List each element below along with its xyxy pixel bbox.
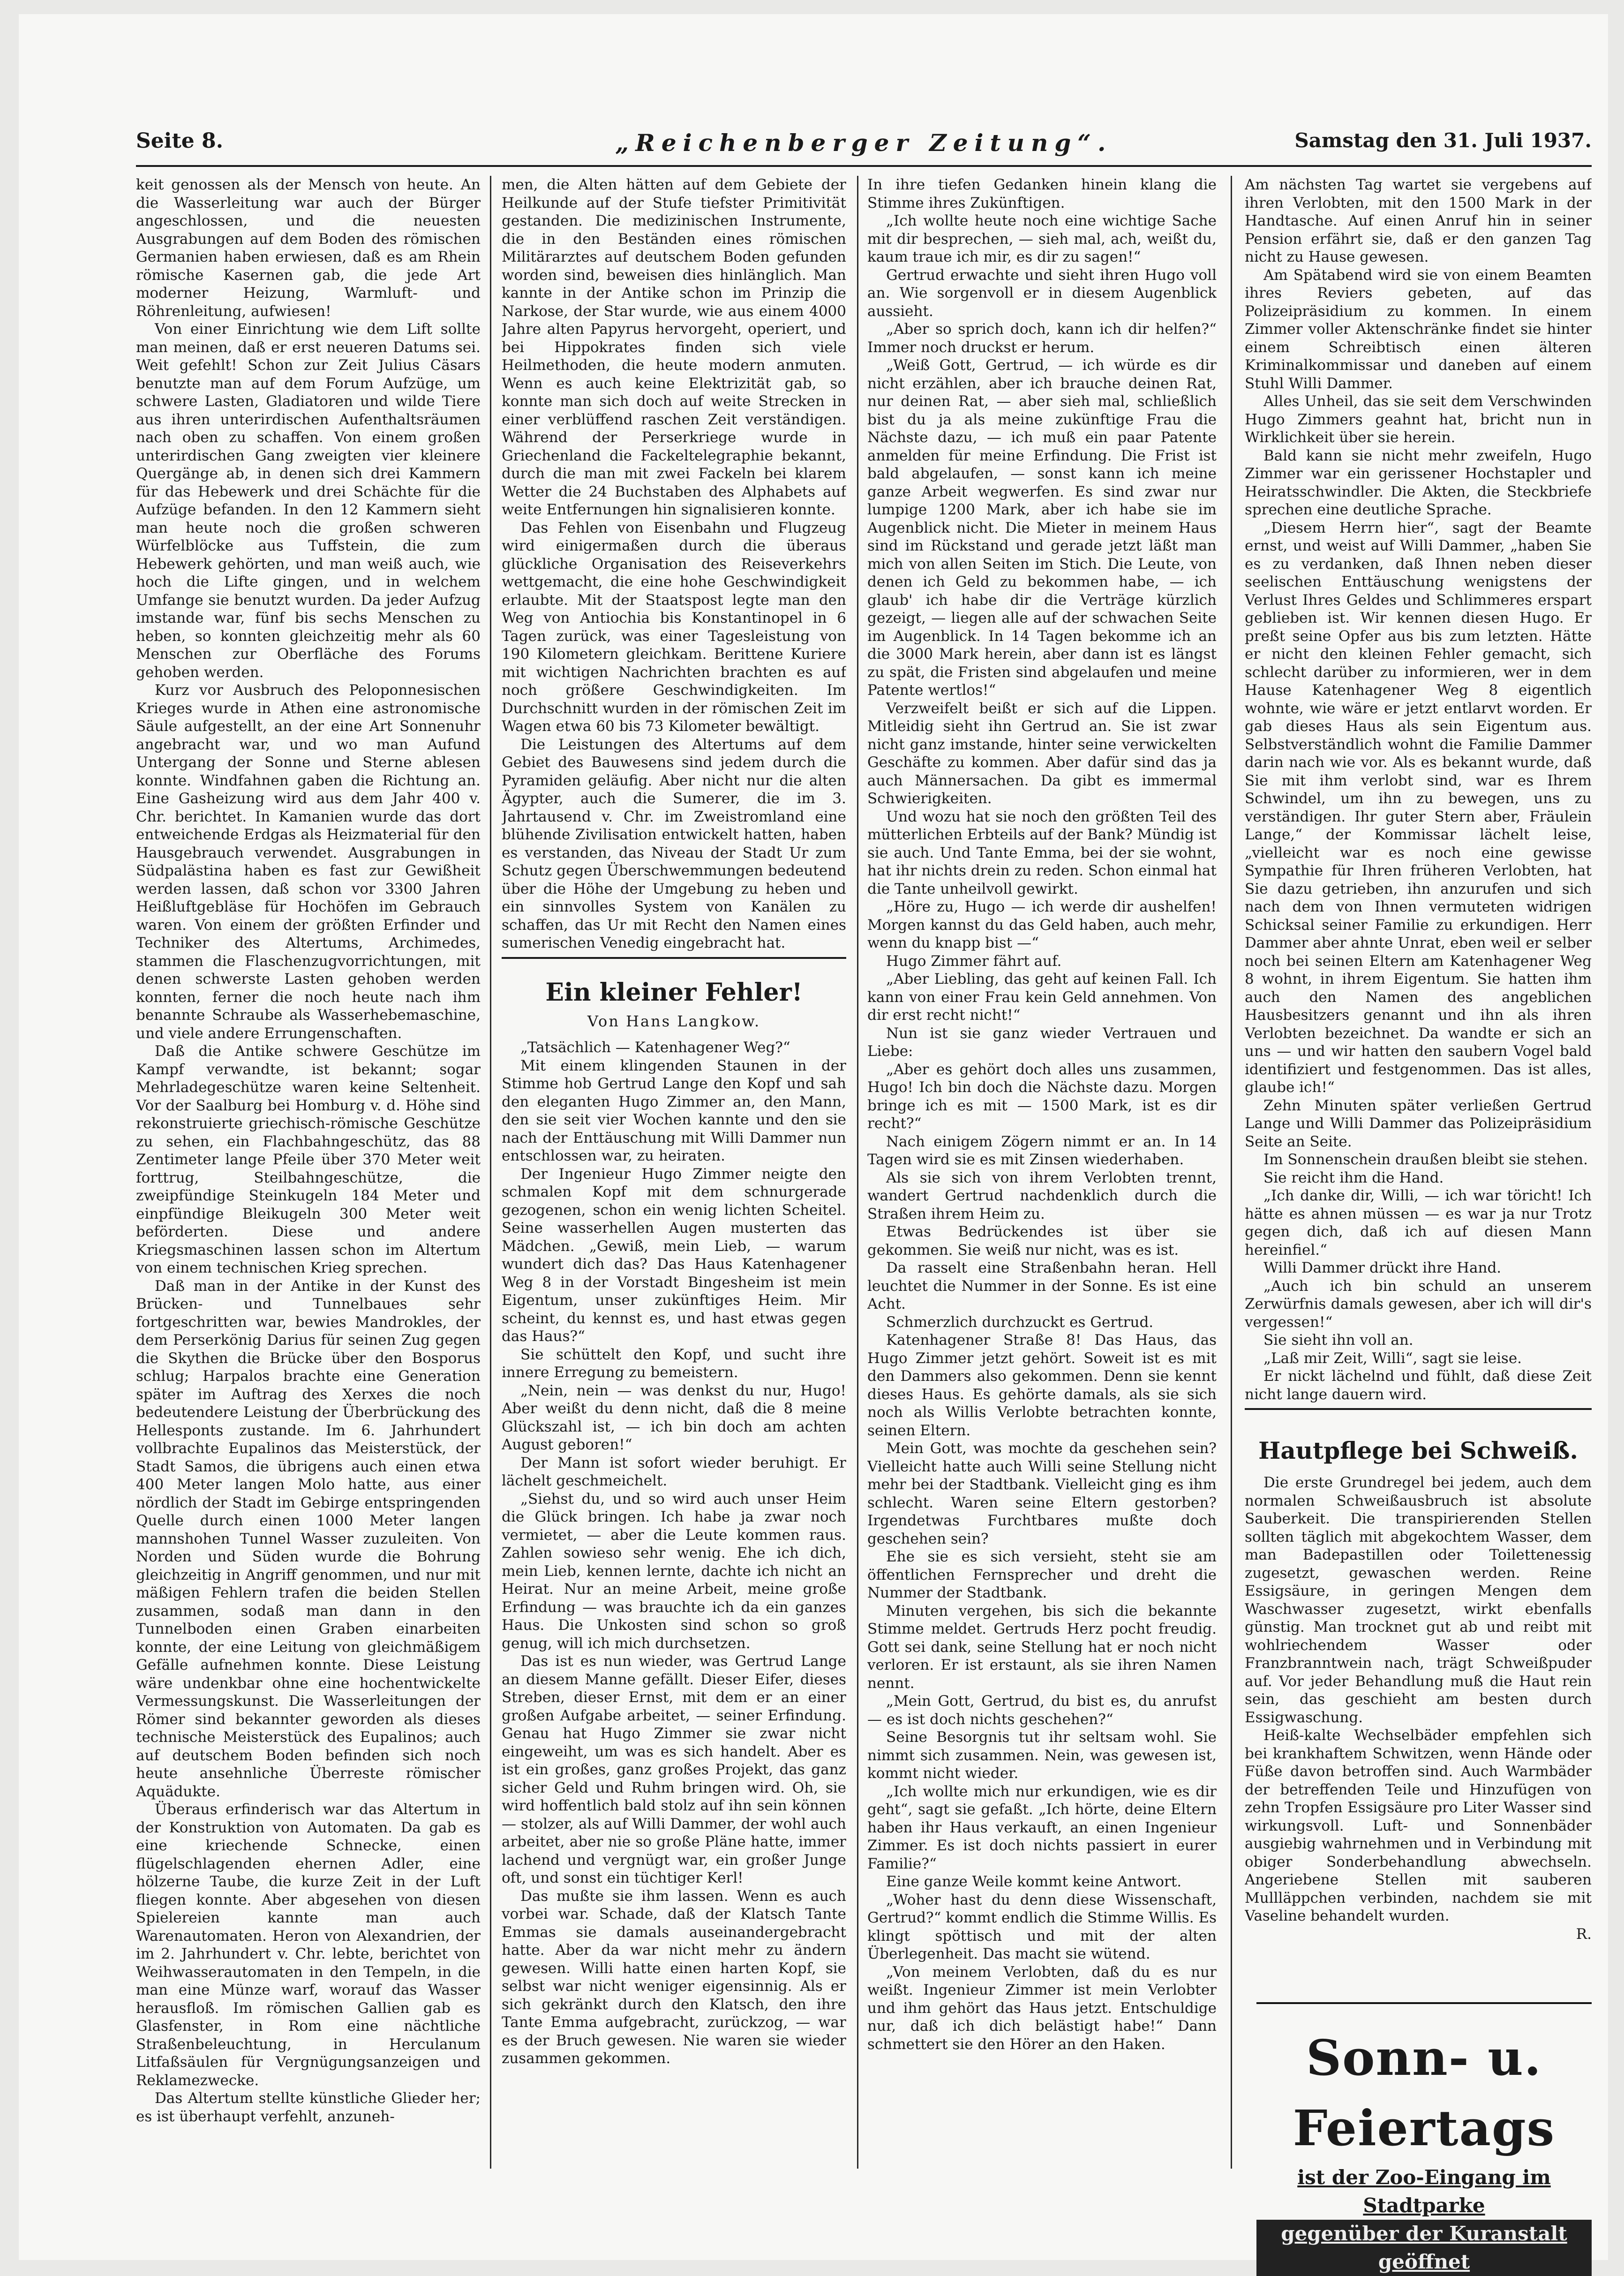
paragraph: Am nächsten Tag wartet sie vergebens auf ihren Verlobten, mit den 1500 Mark in der Handtasche. Auf einen Anruf hin in seiner Pension erfährt sie, daß er den ganzen Tag nicht zu Hause gewesen. (1245, 176, 1592, 265)
paragraph: Die Leistungen des Altertums auf dem Gebiet des Bauwesens sind jedem durch die Pyramiden geläufig. Aber nicht nur die alten Ägypter, auch die Sumerer, die im 3. Jahrtausend v. Chr. im Zweistromland eine blühende Zivilisation entwickelt hatten, haben es verstanden, das Niveau der Stadt Ur zum Schutz gegen Überschwemmungen bedeutend über die Höhe der Umgebung zu heben und ein sinnvolles System von Kanälen zu schaffen, das Ur mit Recht den Namen eines sumerischen Venedig eingebracht hat. (502, 736, 846, 951)
paragraph: „Laß mir Zeit, Willi“, sagt sie leise. (1263, 1349, 1522, 1367)
column-rule (857, 176, 858, 2169)
paragraph: Mein Gott, was mochte da geschehen sein? Vielleicht hatte auch Willi seine Stellung nicht mehr bei der Stadtbank. Vielleicht ging es ihm schlecht. Waren seine Eltern gestorben? Irgendetwas Furchtbares mußte doch geschehen sein? (867, 1440, 1217, 1547)
paragraph: Heiß-kalte Wechselbäder empfehlen sich bei krankhaftem Schwitzen, wenn Hände oder Füße davon betroffen sind. Auch Warmbäder der betreffenden Teile und Hinzufügen von zehn Tropfen Essigsäure pro Liter Wasser sind wirkungsvoll. Luft- und Sonnenbäder ausgiebig wahrnehmen und in Verbindung mit obiger Sonderbehandlung abwechseln. Angeriebene Stellen mit sauberen Mullläppchen verbinden, nachdem sie mit Vaseline behandelt wurden. (1245, 1727, 1592, 1924)
paragraph: Das Fehlen von Eisenbahn und Flugzeug wird einigermaßen durch die überaus glückliche Organisation des Reiseverkehrs wettgemacht, die eine hohe Geschwindigkeit erlaubte. Mit der Staatspost legte man den Weg von Antiochia bis Konstantinopel in 6 Tagen zurück, was einer Tagesleistung von 190 Kilometern gleichkam. Berittene Kuriere mit wichtigen Nachrichten brachten es auf noch größere Geschwindigkeiten. Im Durchschnitt wurden in der römischen Zeit im Wagen etwa 60 bis 73 Kilometer bewältigt. (502, 519, 846, 735)
paragraph: Daß die Antike schwere Geschütze im Kampf verwandte, ist bekannt; sogar Mehrladegeschütze waren keine Seltenheit. Vor der Saalburg bei Homburg v. d. Höhe sind rekonstruierte griechisch-römische Geschütze zu sehen, ein Flachbahngeschütz, das 88 Zentimeter lange Pfeile über 370 Meter weit forttrug, Steilbahngeschütze, die zweipfündige Steinkugeln 184 Meter und einpfündige Bleikugeln 300 Meter weit beförderten. Diese und andere Kriegsmaschinen lassen schon im Altertum von einem technischen Krieg sprechen. (136, 1043, 481, 1276)
paragraph: Etwas Bedrückendes ist über sie gekommen. Sie weiß nur nicht, was es ist. (867, 1223, 1217, 1259)
paragraph: Als sie sich von ihrem Verlobten trennt, wandert Gertrud nachdenklich durch die Straßen ihrem Heim zu. (867, 1169, 1217, 1222)
paragraph: „Woher hast du denn diese Wissenschaft, Gertrud?“ kommt endlich die Stimme Willis. Es klingt spöttisch und mit der alten Überlegenheit. Das macht sie wütend. (867, 1891, 1217, 1962)
paragraph: Und wozu hat sie noch den größten Teil des mütterlichen Erbteils auf der Bank? Mündig ist sie auch. Und Tante Emma, bei der sie wohnt, hat ihr nichts drein zu reden. Schon einmal hat die Tante unheilvoll gewirkt. (867, 808, 1217, 897)
paragraph: „Nein, nein — was denkst du nur, Hugo! Aber weißt du denn nicht, daß die 8 meine Glückszahl ist, — ich bin doch am achten August geboren!“ (502, 1382, 846, 1453)
paragraph: Überaus erfinderisch war das Altertum in der Konstruktion von Automaten. Da gab es eine kriechende Schnecke, einen flügelschlagenden ehernen Adler, eine hölzerne Taube, die kurze Zeit in der Luft fliegen konnte. Aber abgesehen von diesen Spielereien kannte man auch Warenautomaten. Heron von Alexandrien, der im 2. Jahrhundert v. Chr. lebte, berichtet von Weihwasserautomaten in den Tempeln, in die man eine Münze warf, worauf das Wasser herausfloß. Im römischen Gallien gab es Glasfenster, in Rom eine nächtliche Straßenbeleuchtung, in Herculanum Litfaßsäulen für Vergnügungsanzeigen und Reklamezwecke. (136, 1801, 481, 2089)
column-rule (490, 176, 491, 2169)
paragraph: Eine ganze Weile kommt keine Antwort. (886, 1873, 1182, 1890)
paragraph: Nach einigem Zögern nimmt er an. In 14 Tagen wird sie es mit Zinsen wiederhaben. (867, 1133, 1217, 1168)
newspaper-title: „Reichenberger Zeitung“. (615, 129, 1113, 157)
paragraph: Willi Dammer drückt ihre Hand. (1263, 1259, 1502, 1276)
paragraph: Verzweifelt beißt er sich auf die Lippen. Mitleidig sieht ihn Gertrud an. Sie ist zwar nicht ganz imstande, hinter seine verwickelten Geschäfte zu kommen. Aber dafür sind das ja auch Männersachen. Da gibt es immermal Schwierigkeiten. (867, 700, 1217, 807)
paragraph: Seine Besorgnis tut ihr seltsam wohl. Sie nimmt sich zusammen. Nein, was gewesen ist, kommt nicht wieder. (867, 1729, 1217, 1782)
paragraph: „Aber Liebling, das geht auf keinen Fall. Ich kann von einer Frau kein Geld annehmen. Von dir erst recht nicht!“ (867, 971, 1217, 1024)
paragraph: In ihre tiefen Gedanken hinein klang die Stimme ihres Zukünftigen. (867, 176, 1217, 211)
paragraph: „Auch ich bin schuld an unserem Zerwürfnis damals gewesen, aber ich will dir's vergessen!“ (1245, 1277, 1592, 1331)
article-column-2 (502, 176, 846, 2169)
paragraph: Alles Unheil, das sie seit dem Verschwinden Hugo Zimmers geahnt hat, bricht nun in Wirklichkeit über sie herein. (1245, 393, 1592, 446)
paragraph: Das mußte sie ihm lassen. Wenn es auch vorbei war. Schade, daß der Klatsch Tante Emmas sie damals auseinandergebracht hatte. Aber da war nicht mehr zu ändern gewesen. Willi hatte einen harten Kopf, sie selbst war nicht weniger eigensinnig. Als er sich gekränkt durch den Klatsch, den ihre Tante Emma aufgebracht, zurückzog, — war es der Bruch gewesen. Nie waren sie wieder zusammen gekommen. (502, 1887, 846, 2067)
column-rule (1231, 176, 1232, 2169)
paragraph: „Siehst du, und so wird auch unser Heim die Glück bringen. Ich habe ja zwar noch vermietet, — aber die Leute kommen raus. Zahlen sowieso sehr wenig. Ehe ich dich, mein Lieb, kennen lernte, dachte ich nicht an Heirat. Nur an meine Arbeit, meine große Erfindung — was brauchte ich da ein ganzes Haus. Die Unkosten sind schon so groß genug, will ich mich durchsetzen. (502, 1490, 846, 1652)
advertisement (1256, 2002, 1592, 2273)
paragraph: „Aber es gehört doch alles uns zusammen, Hugo! Ich bin doch die Nächste dazu. Morgen bringe ich es mit — 1500 Mark, ist es dir recht?“ (867, 1061, 1217, 1132)
paragraph: Er nickt lächelnd und fühlt, daß diese Zeit nicht lange dauern wird. (1245, 1368, 1592, 1403)
paragraph: „Tatsächlich — Katenhagener Weg?“ (520, 1039, 790, 1056)
article-column-4 (1245, 176, 1592, 1986)
paragraph: Da rasselt eine Straßenbahn heran. Hell leuchtet die Nummer in der Sonne. Es ist eine Acht. (867, 1259, 1217, 1312)
paragraph: Sie schüttelt den Kopf, und sucht ihre innere Erregung zu bemeistern. (502, 1346, 846, 1381)
paragraph: „Ich wollte mich nur erkundigen, wie es dir geht“, sagt sie gefaßt. „Ich hörte, deine Eltern haben ihr Haus verkauft, an einen Ingenieur Zimmer. Es ist doch nichts passiert in eurer Familie?“ (867, 1783, 1217, 1872)
paragraph: „Diesem Herrn hier“, sagt der Beamte ernst, und weist auf Willi Dammer, „haben Sie es zu verdanken, daß Ihnen neben dieser seelischen Enttäuschung wenigstens der Verlust Ihres Geldes und Schlimmeres erspart geblieben ist. Wir kennen diesen Hugo. Er preßt seine Opfer aus bis zum letzten. Hätte er nicht den kleinen Fehler gemacht, sich schlecht darüber zu informieren, wer in dem Hause Katenhagener Weg 8 eigentlich wohnte, wie wäre er jetzt entlarvt worden. Er gab dieses Haus als sein Eigentum aus. Selbstverständlich wohnt die Familie Dammer darin nach wie vor. Als es bekannt wurde, daß Sie mit ihm verlobt sind, war es Ihrem Schwindel, um ihn zu bewegen, uns zu verständigen. Ihr guter Stern aber, Fräulein Lange,“ der Kommissar lächelt leise, „vielleicht war es noch eine gewisse Sympathie für Ihren früheren Verlobten, hat Sie dazu getrieben, ihn anzurufen und sich nach dem von Ihnen vermuteten widrigen Schicksal seiner Familie zu erkundigen. Herr Dammer aber ahnte Unrat, eben weil er selber noch bei seinen Eltern am Katenhagener Weg 8 wohnt, in ihrem Eigentum. Sie hatten ihm auch den Namen des angeblichen Hausbesitzers genannt und ihn als ihren Verlobten bezeichnet. Da wandte er sich an uns — und wir hatten den saubern Vogel bald identifiziert und festgenommen. Das ist alles, glaube ich!“ (1245, 519, 1592, 1096)
story-byline: Von Hans Langkow. (587, 1012, 761, 1030)
ad-line-highlight: gegenüber der Kuranstalt geöffnet (1256, 2220, 1592, 2276)
paragraph: Daß man in der Antike in der Kunst des Brücken- und Tunnelbaues sehr fortgeschritten war, bewies Mandrokles, der dem Perserkönig Darius für seinen Zug gegen die Skythen die Brücke über den Bosporus schlug; Harpalos brachte eine Generation später im Auftrag des Xerxes die noch bedeutendere Leistung der Überbrückung des Hellesponts zustande. Im 6. Jahrhundert vollbrachte Eupalinos das Meisterstück, der Stadt Samos, die übrigens auch einen etwa 400 Meter langen Molo hatte, aus einer nördlich der Stadt im Gebirge entspringenden Quelle durch einen 1000 Meter langen mannshohen Tunnel Wasser zuzuleiten. Von Norden und Süden wurde die Bohrung gleichzeitig in Angriff genommen, und nur mit mäßigen Fehlern trafen die beiden Stellen zusammen, sodaß man dann in den Tunnelboden einen Graben einarbeiten konnte, der eine Leitung von gleichmäßigem Gefälle aufnehmen konnte. Diese Leistung wäre undenkbar ohne eine hochentwickelte Vermessungskunst. Die Wasserleitungen der Römer sind bekannter geworden als dieses technische Meisterstück des Eupalinos; auch auf deutschem Boden befinden sich noch heute ansehnliche Überreste römischer Aquädukte. (136, 1277, 481, 1800)
article-column-3 (867, 176, 1217, 2169)
paragraph: Am Spätabend wird sie von einem Beamten ihres Reviers gebeten, auf das Polizeipräsidium zu kommen. In einem Zimmer voller Aktenschränke findet sie hinter einem Schreibtisch einen älteren Kriminalkommissar und daneben auf einem Stuhl Willi Dammer. (1245, 266, 1592, 392)
paragraph: Katenhagener Straße 8! Das Haus, das Hugo Zimmer jetzt gehört. Soweit ist es mit den Dammers also gekommen. Denn sie kennt dieses Haus. Es gehörte damals, als sie sich noch als Willis Verlobte betrachten konnte, seinen Eltern. (867, 1332, 1217, 1439)
paragraph: Das ist es nun wieder, was Gertrud Lange an diesem Manne gefällt. Dieser Eifer, dieses Streben, dieser Ernst, mit dem er an einer großen Aufgabe arbeitet, — seiner Erfindung. Genau hat Hugo Zimmer sie zwar nicht eingeweiht, um was es sich handelt. Aber es ist ein großes, ganz großes Projekt, das ganz sicher Geld und Ruhm bringen wird. Oh, sie wird hoffentlich bald stolz auf ihn sein können — stolzer, als auf Willi Dammer, der wohl auch arbeitet, aber nie so große Pläne hatte, immer lachend und vergnügt war, ein großer Junge oft, und sonst ein tüchtiger Kerl! (502, 1653, 846, 1886)
paragraph: Hugo Zimmer fährt auf. (886, 952, 1062, 970)
issue-date: Samstag den 31. Juli 1937. (1294, 129, 1592, 152)
paragraph: Im Sonnenschein draußen bleibt sie stehen. (1263, 1151, 1588, 1168)
paragraph: Kurz vor Ausbruch des Peloponnesischen Krieges wurde in Athen eine astronomische Säule aufgestellt, an der eine Art Sonnenuhr angebracht war, und wo man Aufund Untergang der Sonne und Sterne ablesen konnte. Windfahnen gaben die Richtung an. Eine Gasheizung wird aus dem Jahr 400 v. Chr. berichtet. In Kamanien wurde das dort entweichende Erdgas als Heizmaterial für den Hausgebrauch verwendet. Ausgrabungen in Südpalästina haben es fast zur Gewißheit werden lassen, daß schon vor 3300 Jahren Heißluftgebläse für Hochöfen im Gebrauch waren. Von einem der größten Erfinder und Techniker des Altertums, Archimedes, stammen die Flaschenzugvorrichtungen, mit denen schwerste Lasten gehoben werden konnten, ferner die noch heute nach ihm benannte Schraube als Wasserhebemaschine, und viele andere Errungenschaften. (136, 682, 481, 1042)
paragraph: „Von meinem Verlobten, daß du es nur weißt. Ingenieur Zimmer ist mein Verlobter und ihm gehört das Haus jetzt. Entschuldige nur, daß ich dich belästigt habe!“ Dann schmettert sie den Hörer an den Haken. (867, 1963, 1217, 2053)
article-column-1 (136, 176, 481, 2169)
paragraph: „Höre zu, Hugo — ich werde dir aushelfen! Morgen kannst du das Geld haben, auch mehr, wenn du knapp bist —“ (867, 898, 1217, 951)
paragraph: „Mein Gott, Gertrud, du bist es, du anrufst — es ist doch nichts geschehen?“ (867, 1693, 1217, 1728)
paragraph: Zehn Minuten später verließen Gertrud Lange und Willi Dammer das Polizeipräsidium Seite an Seite. (1245, 1097, 1592, 1150)
story-headline: Ein kleiner Fehler! (545, 978, 803, 1007)
paragraph: Minuten vergehen, bis sich die bekannte Stimme meldet. Gertruds Herz pocht freudig. Gott sei dank, seine Stellung hat er noch nicht verloren. Er ist erstaunt, als sie ihren Namen nennt. (867, 1602, 1217, 1692)
paragraph: Bald kann sie nicht mehr zweifeln, Hugo Zimmer war ein gerissener Hochstapler und Heiratsschwindler. Die Akten, die Steckbriefe sprechen eine deutliche Sprache. (1245, 447, 1592, 518)
newspaper-page (19, 14, 1608, 2273)
paragraph: Der Mann ist sofort wieder beruhigt. Er lächelt geschmeichelt. (502, 1454, 846, 1489)
author-signature: R. (1576, 1925, 1592, 1943)
paragraph: „Weiß Gott, Gertrud, — ich würde es dir nicht erzählen, aber ich brauche deinen Rat, nur deinen Rat, — aber sieh mal, schließlich bist du ja als meine zukünftige Frau die Nächste dazu, — ich muß ein paar Patente anmelden für meine Erfindung. Die Frist ist bald abgelaufen, — sonst kann ich meine ganze Arbeit wegwerfen. Es sind zwar nur lumpige 1200 Mark, aber ich habe sie im Augenblick nicht. Die Mieter in meinem Haus sind im Rückstand und gerade jetzt läßt man mich von allen Seiten im Stich. Die Leute, von denen ich Geld zu bekommen habe, — ich glaub' ich habe dir die Verträge kürzlich gezeigt, — liegen alle auf der schwachen Seite im Augenblick. In 14 Tagen bekomme ich an die 3000 Mark herein, aber dann ist es längst zu spät, die Fristen sind abgelaufen und meine Patente wertlos!“ (867, 357, 1217, 699)
section-rule (502, 957, 846, 959)
paragraph: Ehe sie es sich versieht, steht sie am öffentlichen Fernsprecher und dreht die Nummer der Stadtbank. (867, 1548, 1217, 1601)
paragraph: Von einer Einrichtung wie dem Lift sollte man meinen, daß er erst neueren Datums sei. Weit gefehlt! Schon zur Zeit Julius Cäsars benutzte man auf dem Forum Aufzüge, um schwere Lasten, Gladiatoren und wilde Tiere aus ihren unterirdischen Aufenthaltsräumen nach oben zu schaffen. Von einem großen unterirdischen Gang zweigten vier kleinere Quergänge ab, in denen sich drei Kammern für das Hebewerk und drei Schächte für die Aufzüge befanden. In den 12 Kammern sieht man heute noch die großen schweren Würfelblöcke aus Tuffstein, die zum Hebewerk gehörten, und man weiß auch, wie hoch die Lifte gingen, und in welchem Umfange sie benutzt wurden. Da jeder Aufzug imstande war, fünf bis sechs Menschen zu heben, so konnten gleichzeitig mehr als 60 Menschen zur Oberfläche des Forums gehoben werden. (136, 321, 481, 681)
paragraph: Schmerzlich durchzuckt es Gertrud. (886, 1313, 1154, 1331)
header-rule (136, 165, 1592, 167)
paragraph: Der Ingenieur Hugo Zimmer neigte den schmalen Kopf mit dem schnurgerade gezogenen, schon ein wenig lichten Scheitel. Seine wasserhellen Augen musterten das Mädchen. „Gewiß, mein Lieb, — warum wundert dich das? Das Haus Katenhagener Weg 8 in der Vorstadt Bingesheim ist mein Eigentum, unser zukünftiges Heim. Mir scheint, du kennst es, und hast etwas gegen das Haus?“ (502, 1165, 846, 1345)
masthead (136, 129, 1592, 162)
paragraph: „Ich wollte heute noch eine wichtige Sache mit dir besprechen, — sieh mal, ach, weißt du, kaum traue ich mir, es dir zu sagen!“ (867, 212, 1217, 265)
paragraph: Die erste Grundregel bei jedem, auch dem normalen Schweißausbruch ist absolute Sauberkeit. Die transpirierenden Stellen sollten täglich mit abgekochtem Wasser, dem man Badepastillen oder Toilettenessig zugesetzt, gewaschen werden. Reine Essigsäure, in geringen Mengen dem Waschwasser zugesetzt, wirkt ebenfalls günstig. Man trocknet gut ab und reibt mit wohlriechendem Wasser oder Franzbranntwein nach, trägt Schweißpuder auf. Vor jeder Behandlung muß die Haut rein sein, das geschieht am besten durch Essigwaschung. (1245, 1474, 1592, 1726)
section-rule (1245, 1408, 1592, 1410)
paragraph: Nun ist sie ganz wieder Vertrauen und Liebe: (867, 1025, 1217, 1060)
paragraph: „Aber so sprich doch, kann ich dir helfen?“ Immer noch druckst er herum. (867, 321, 1217, 356)
paragraph: Sie sieht ihn voll an. (1263, 1332, 1413, 1349)
paragraph: Gertrud erwachte und sieht ihren Hugo voll an. Wie sorgenvoll er in diesem Augenblick aussieht. (867, 266, 1217, 320)
paragraph: Das Altertum stellte künstliche Glieder her; es ist überhaupt verfehlt, anzuneh- (136, 2090, 481, 2125)
ad-title: Sonn- u. Feiertags (1293, 2029, 1556, 2157)
page-number: Seite 8. (136, 129, 224, 153)
article-headline: Hautpflege bei Schweiß. (1258, 1437, 1578, 1464)
paragraph: „Ich danke dir, Willi, — ich war töricht! Ich hätte es ahnen müssen — es war ja nur Trotz gegen dich, daß ich auf diesen Mann hereinfiel.“ (1245, 1187, 1592, 1259)
paragraph: Sie reicht ihm die Hand. (1263, 1169, 1444, 1186)
ad-line: ist der Zoo-Eingang im Stadtparke (1297, 2166, 1551, 2217)
paragraph: Mit einem klingenden Staunen in der Stimme hob Gertrud Lange den Kopf und sah den eleganten Hugo Zimmer an, den Mann, den sie seit vier Wochen kannte und den sie nach der Enttäuschung mit Willi Dammer nun entschlossen war, zu heiraten. (502, 1057, 846, 1164)
paragraph: men, die Alten hätten auf dem Gebiete der Heilkunde auf der Stufe tiefster Primitivität gestanden. Die medizinischen Instrumente, die in den Beständen eines römischen Militärarztes auf deutschem Boden gefunden worden sind, beweisen dies hinlänglich. Man kannte in der Antike schon im Prinzip die Narkose, der Star wurde, wie aus einem 4000 Jahre alten Papyrus hervorgeht, operiert, und bei Hippokrates finden sich viele Heilmethoden, die heute modern anmuten. Wenn es auch keine Elektrizität gab, so konnte man sich doch auf weite Strecken in einer verblüffend raschen Zeit verständigen. Während der Perserkriege wurde in Griechenland die Fackeltelegraphie bekannt, durch die man mit zwei Fackeln bei klarem Wetter die 24 Buchstaben des Alphabets auf weite Entfernungen hin signalisieren konnte. (502, 176, 846, 518)
paragraph: keit genossen als der Mensch von heute. An die Wasserleitung war auch der Bürger angeschlossen, und die neuesten Ausgrabungen auf dem Boden des römischen Germanien haben erwiesen, daß es am Rhein römische Kasernen gab, die jede Art moderner Heizung, Warmluft- und Röhrenleitung, aufwiesen! (136, 176, 481, 320)
